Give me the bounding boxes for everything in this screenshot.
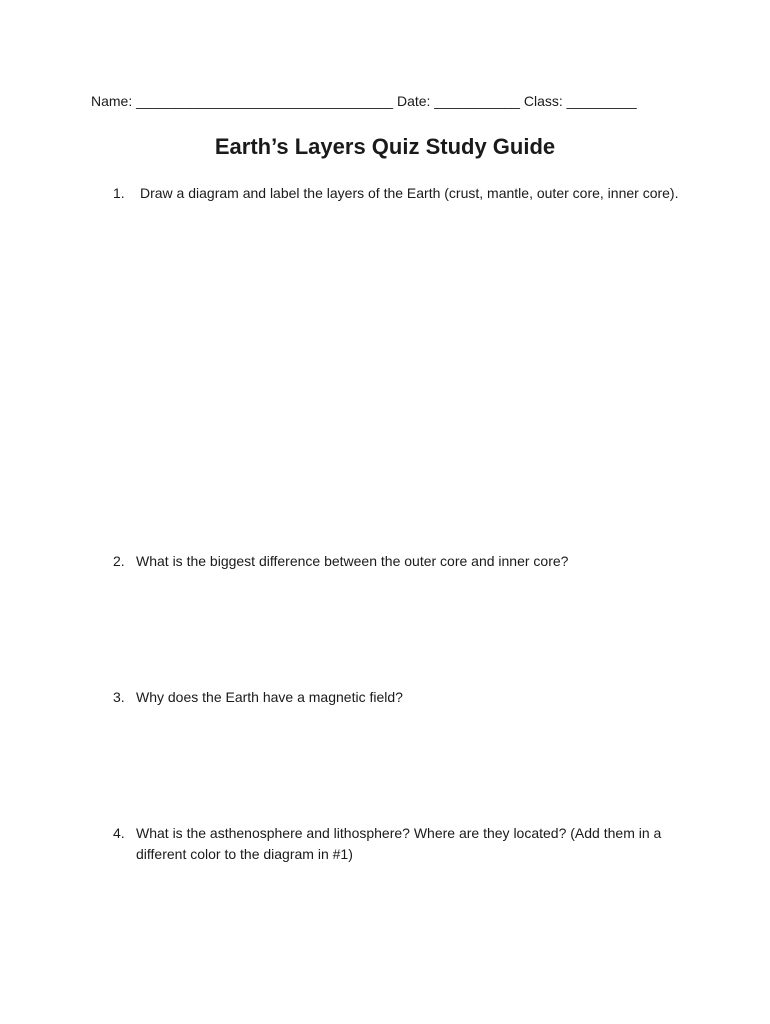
question-3: [113, 687, 683, 708]
question-number: 2.: [113, 553, 125, 569]
question-number: 1.: [113, 185, 125, 201]
page-title: Earth’s Layers Quiz Study Guide: [214, 134, 556, 159]
question-1: [113, 183, 683, 204]
question-text: What is the asthenosphere and lithosphere? Where are they located? (Add them in a different color to the diagram in #1): [136, 825, 662, 862]
question-text: What is the biggest difference between the outer core and inner core?: [136, 553, 569, 569]
question-text: Draw a diagram and label the layers of the Earth (crust, mantle, outer core, inner core).: [140, 185, 679, 201]
question-number: 3.: [113, 689, 125, 705]
question-4: [113, 823, 683, 865]
question-text: Why does the Earth have a magnetic field?: [136, 689, 403, 705]
question-number: 4.: [113, 825, 125, 841]
header-fields-line: Name: _________________________________ Date: ___________ Class: _________: [91, 93, 637, 109]
question-2: [113, 551, 683, 572]
